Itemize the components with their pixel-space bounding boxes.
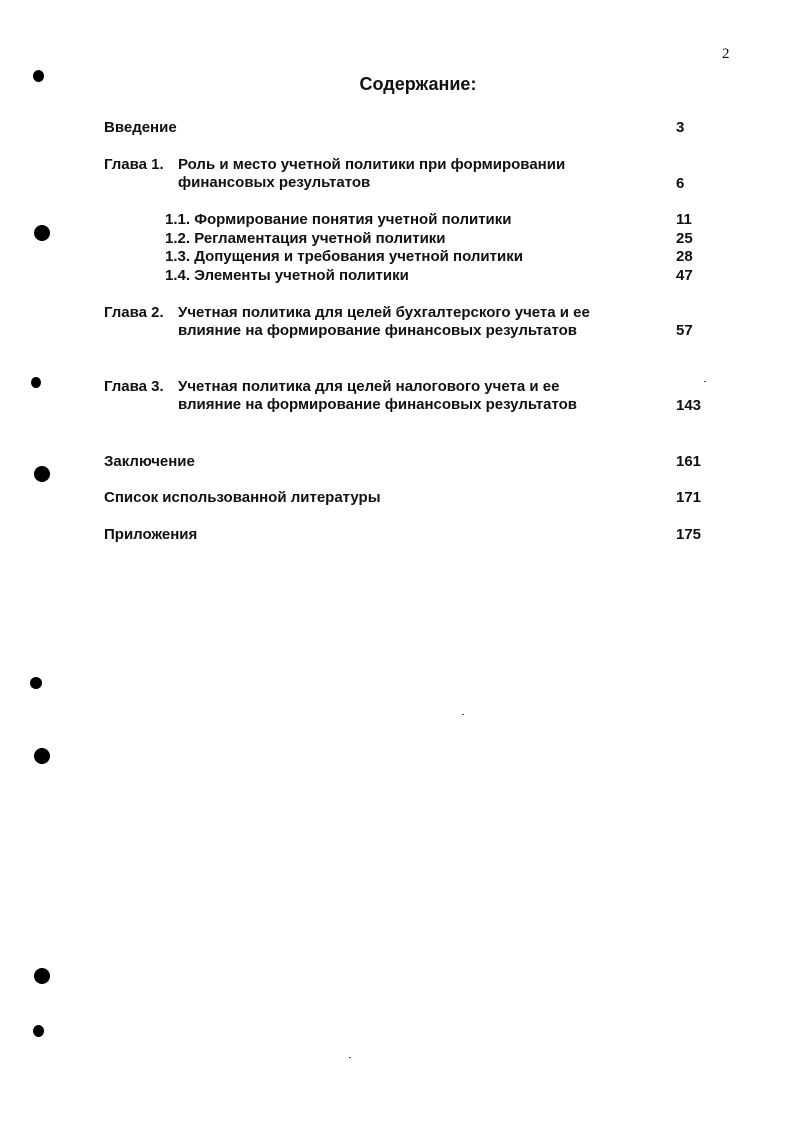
toc-entry-title-line: влияние на формирование финансовых результатов [178,322,577,339]
toc-entry-title: Список использованной литературы [104,489,381,506]
toc-entry-section-1-2[interactable] [165,230,446,248]
punch-hole-mark [30,677,42,689]
toc-entry-title-line: Роль и место учетной политики при формировании [178,156,566,173]
toc-page-number: 57 [676,322,693,339]
toc-entry-title-line: Учетная политика для целей налогового учета и ее [178,378,560,395]
toc-entry-conclusion[interactable] [104,453,195,471]
scan-speck [704,381,706,382]
chapter-label: Глава 1. [104,156,164,173]
toc-page-number: 11 [676,211,692,228]
scan-speck [349,1057,351,1058]
section-number: 1.4. [165,267,191,284]
toc-entry-intro[interactable] [104,119,177,137]
toc-entry-chapter-3[interactable] [178,378,577,414]
punch-hole-mark [34,968,50,984]
toc-entry-section-1-3[interactable] [165,248,523,266]
punch-hole-mark [34,748,50,764]
toc-entry-chapter-2[interactable] [178,304,590,340]
toc-page-number: 25 [676,230,693,247]
toc-entry-chapter-1[interactable] [178,156,565,192]
scan-speck [462,714,464,715]
toc-entry-title-line: влияние на формирование финансовых результатов [178,396,577,413]
toc-entry-title: Элементы учетной политики [194,267,409,284]
toc-entry-title-line: финансовых результатов [178,174,371,191]
toc-page-number: 171 [676,489,702,506]
page-title: Содержание: [359,74,477,94]
toc-entry-title-line: Учетная политика для целей бухгалтерского учета и ее [178,304,590,321]
punch-hole-mark [34,225,50,241]
toc-entry-section-1-4[interactable] [165,267,409,285]
toc-entry-title: Формирование понятия учетной политики [194,211,512,228]
toc-entry-section-1-1[interactable] [165,211,512,229]
punch-hole-mark [34,466,50,482]
toc-entry-appendix[interactable] [104,526,197,544]
toc-entry-title: Приложения [104,526,198,543]
page-number: 2 [722,46,730,62]
section-number: 1.1. [165,211,191,228]
section-number: 1.3. [165,248,191,265]
punch-hole-mark [33,1025,44,1037]
toc-entry-literature[interactable] [104,489,381,507]
toc-page-number: 143 [676,397,702,414]
chapter-label: Глава 2. [104,304,164,321]
toc-entry-title: Регламентация учетной политики [194,230,446,247]
toc-page-number: 47 [676,267,693,284]
punch-hole-mark [31,377,41,388]
toc-entry-title: Допущения и требования учетной политики [194,248,523,265]
toc-page-number: 3 [676,119,685,136]
toc-page-number: 161 [676,453,702,470]
toc-page-number: 6 [676,175,685,192]
chapter-label: Глава 3. [104,378,164,395]
toc-entry-title: Заключение [104,453,195,470]
toc-page-number: 175 [676,526,702,543]
toc-entry-title: Введение [104,119,177,136]
section-number: 1.2. [165,230,191,247]
toc-page-number: 28 [676,248,693,265]
